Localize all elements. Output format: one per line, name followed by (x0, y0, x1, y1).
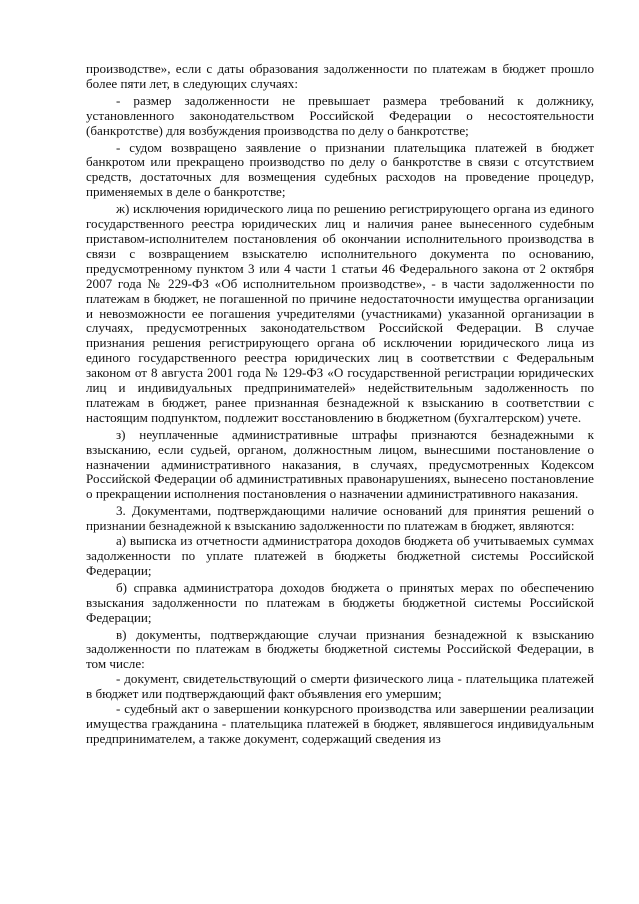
paragraph-continuation: производстве», если с даты образования задолженности по платежам в бюджет прошло более пяти лет, в следующих случаях: (86, 61, 594, 91)
paragraph-item-z: з) неуплаченные административные штрафы признаются безнадежными к взысканию, если судьей, органом, должностным лицом, вынесшими постановление о назначении административного наказания, в случаях, предусмотренных Кодексом Российской Федерации об административных правонарушениях, вынесено постановление о прекращении исполнения постановления о назначении административного наказания. (86, 426, 594, 502)
paragraph-item-b: б) справка администратора доходов бюджета о принятых мерах по обеспечению взыскания задолженности по платежам в бюджеты бюджетной системы Российской Федерации; (86, 579, 594, 625)
document-body (86, 62, 594, 747)
paragraph-item-a: а) выписка из отчетности администратора доходов бюджета об учитываемых суммах задолженности по уплате платежей в бюджеты бюджетной системы Российской Федерации; (86, 533, 594, 578)
paragraph-item-zh: ж) исключения юридического лица по решению регистрирующего органа из единого государственного реестра юридических лиц и наличия ранее вынесенного судебным приставом-исполнителем постановления об окончании исполнительного производства в связи с возвращением взыскателю исполнительного документа по основанию, предусмотренному пунктом 3 или 4 части 1 статьи 46 Федерального закона от 2 октября 2007 года № 229-ФЗ «Об исполнительном производстве», - в части задолженности по платежам в бюджет, не погашенной по причине недостаточности имущества организации и невозможности ее погашения учредителями (участниками) указанной организации в случаях, предусмотренных законодательством Российской Федерации. В случае признания решения регистрирующего органа об исключении юридического лица из единого государственного реестра юридических лиц в соответствии с Федеральным законом от 8 августа 2001 года № 129-ФЗ «О государственной регистрации юридических лиц и индивидуальных предпринимателей» недействительным задолженность по платежам в бюджет, ранее признанная безнадежной к взысканию в соответствии с настоящим подпунктом, подлежит восстановлению в бюджетном (бухгалтерском) учете. (86, 201, 594, 425)
paragraph-court-act: - судебный акт о завершении конкурсного производства или завершении реализации имущества гражданина - плательщика платежей в бюджет, являвшегося индивидуальным предпринимателем, а также документ, содержащий сведения из (86, 701, 594, 746)
paragraph-item-v: в) документы, подтверждающие случаи признания безнадежной к взысканию задолженности по платежам в бюджеты бюджетной системы Российской Федерации, в том числе: (86, 626, 594, 672)
paragraph-death-document: - документ, свидетельствующий о смерти физического лица - плательщика платежей в бюджет или подтверждающий факт объявления его умершим; (86, 671, 594, 702)
paragraph-debt-size: - размер задолженности не превышает размера требований к должнику, установленного законодательством Российской Федерации о несостоятельности (банкротстве) для возбуждения производства по делу о банкротстве; (86, 92, 594, 138)
paragraph-section-3: 3. Документами, подтверждающими наличие оснований для принятия решений о признании безнадежной к взысканию задолженности по платежам в бюджет, являются: (86, 503, 594, 534)
paragraph-bankruptcy-returned: - судом возвращено заявление о признании плательщика платежей в бюджет банкротом или прекращено производство по делу о банкротстве в связи с отсутствием средств, достаточных для возмещения судебных расходов на проведение процедур, применяемых в деле о банкротстве; (86, 139, 594, 200)
